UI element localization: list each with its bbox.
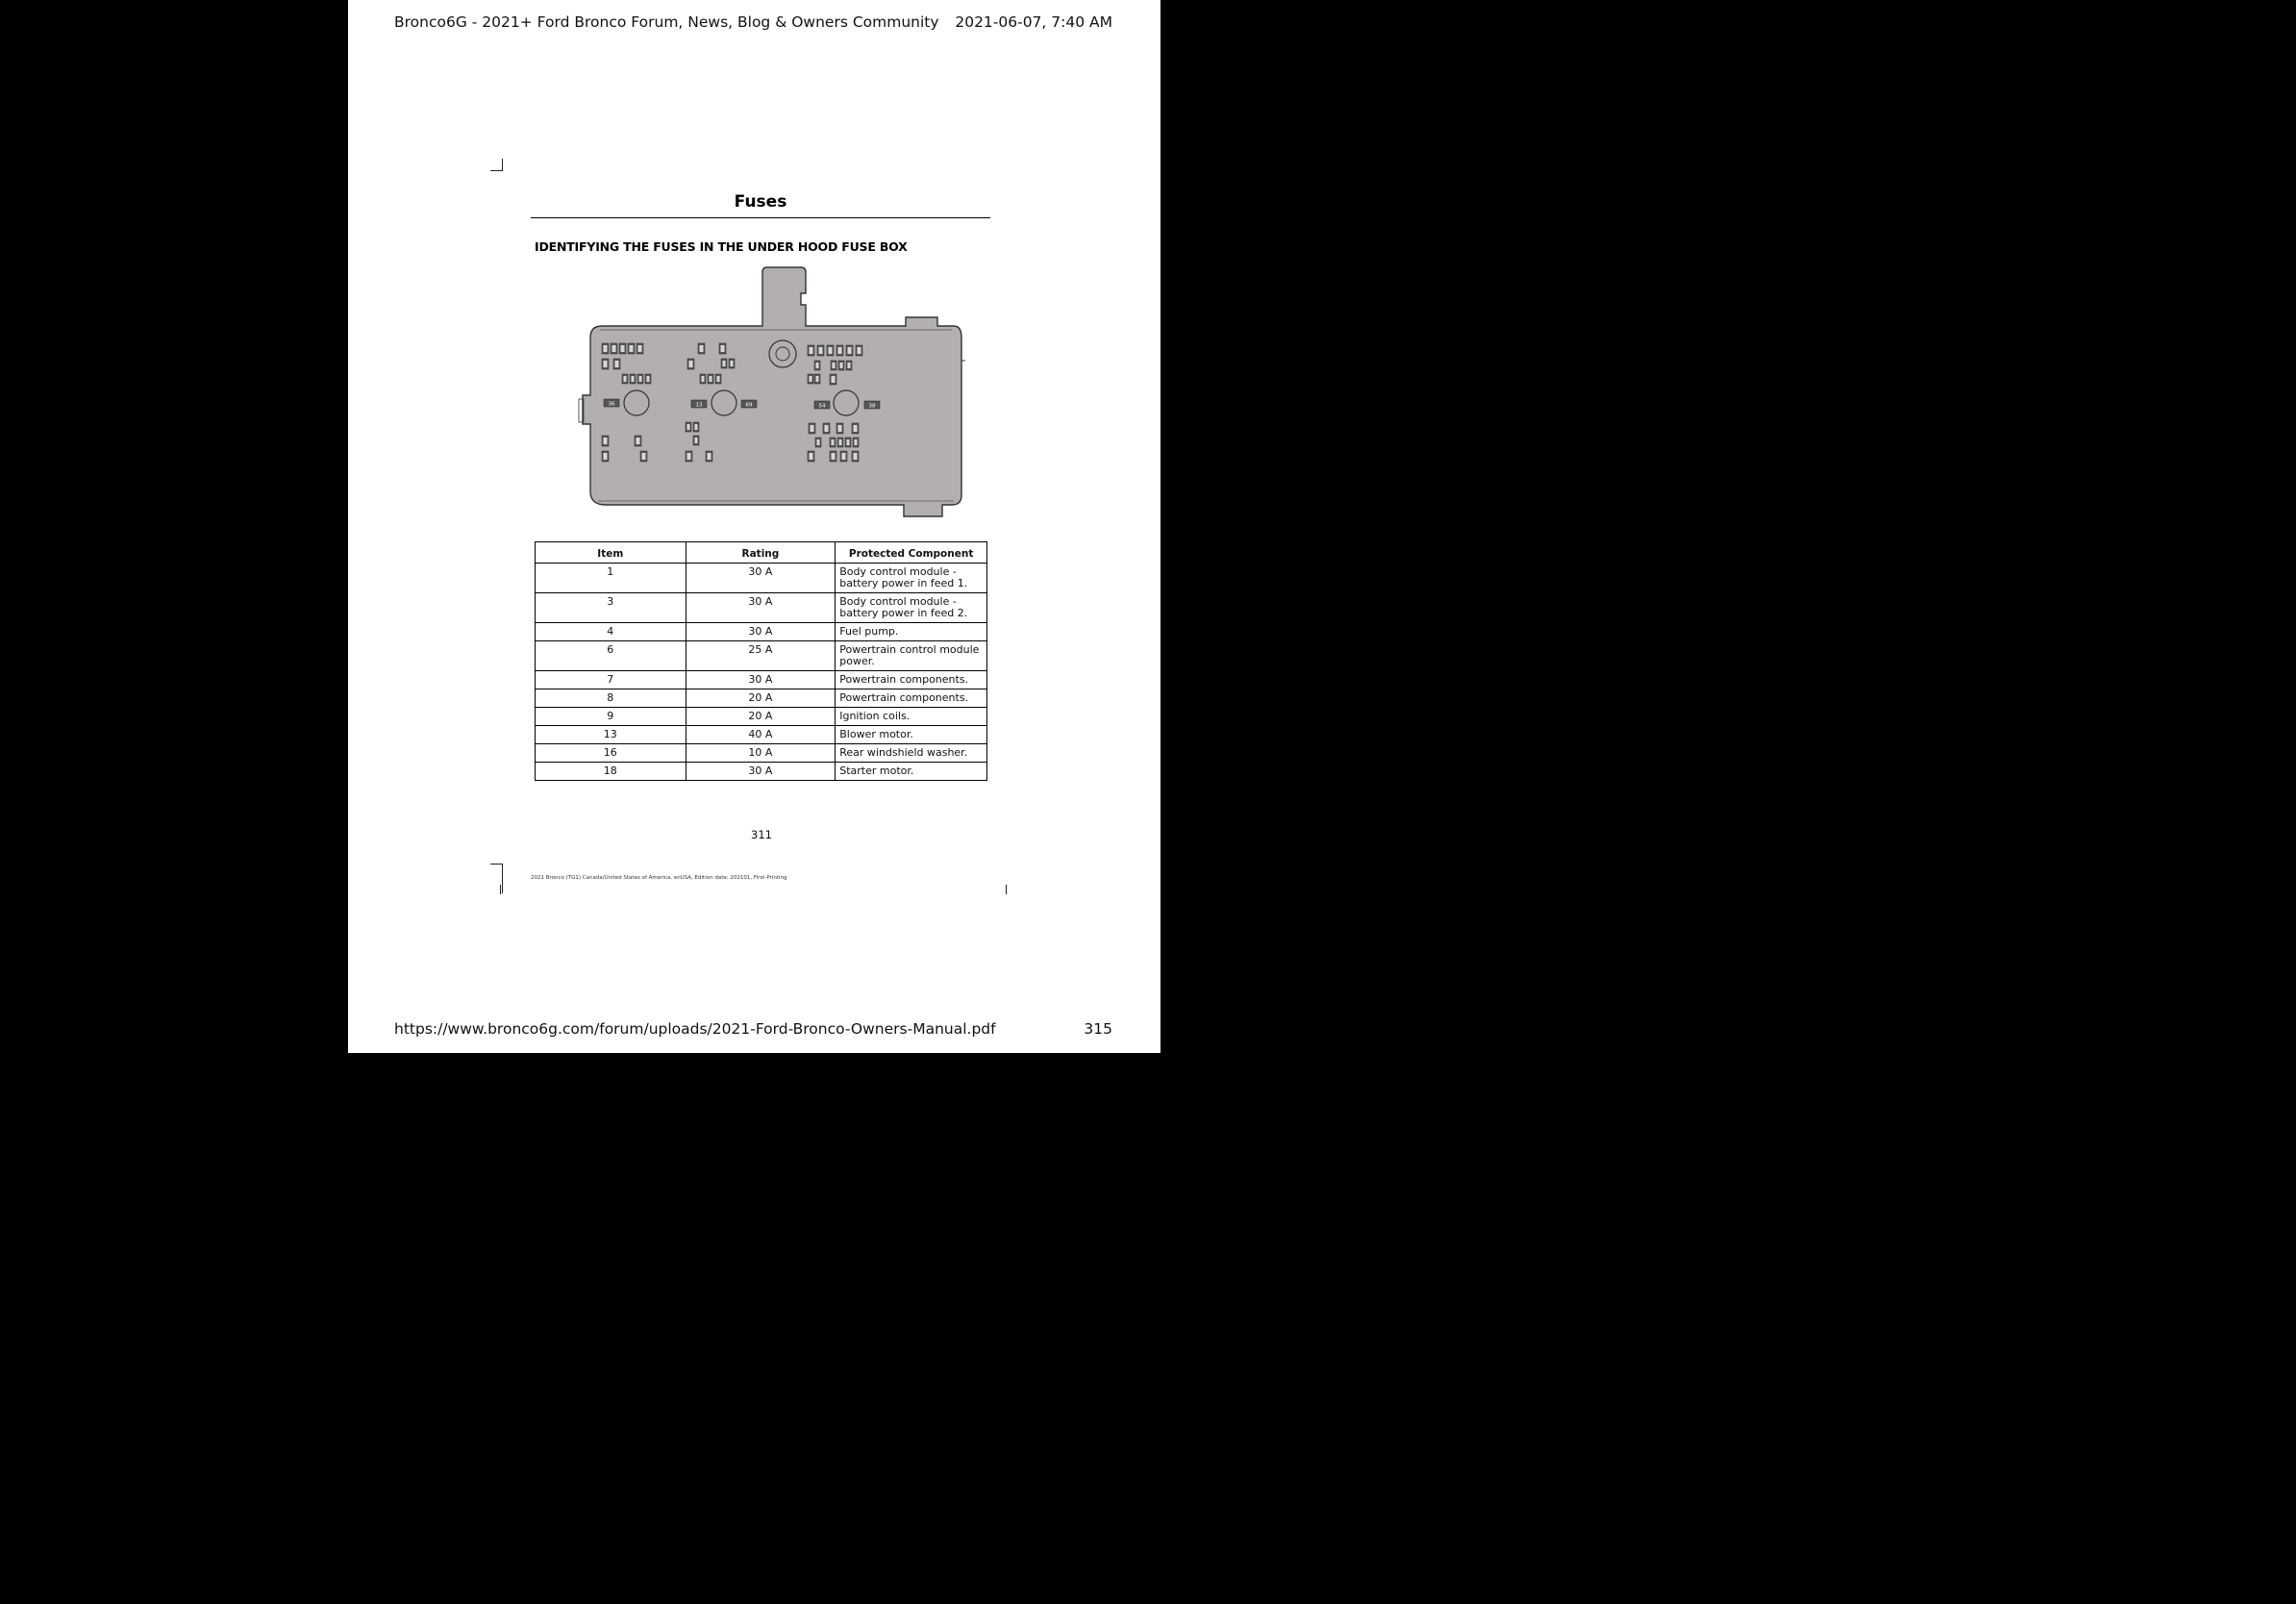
mounting-hole-left (624, 390, 649, 415)
fuse-cell-window (687, 424, 690, 430)
fuse-cell-window (642, 453, 646, 460)
fuse-rating-cell: 40 A (686, 726, 836, 744)
fuse-cell-window (624, 376, 627, 382)
fuse-rating-cell: 30 A (686, 671, 836, 689)
fuse-component-cell: Rear windshield washer. (836, 744, 987, 763)
fuse-cell-window (858, 347, 861, 354)
page-number: 311 (751, 828, 772, 841)
large-fuse-13 (691, 400, 707, 409)
large-fuse-54 (814, 401, 830, 410)
fuse-component-cell: Starter motor. (836, 763, 987, 781)
table-row (536, 708, 987, 726)
fuse-cell-window (639, 376, 642, 382)
fuse-cell-window (710, 376, 712, 382)
table-row (536, 671, 987, 689)
fuse-component-cell: Body control module - battery power in feed 1. (836, 564, 987, 593)
fuse-cell-window (829, 347, 833, 354)
fuse-cell-window (723, 361, 726, 366)
fuse-cell-window (840, 363, 843, 368)
fuse-component-cell: Blower motor. (836, 726, 987, 744)
fuse-cell-window (855, 439, 858, 445)
fuse-cell-window (848, 347, 852, 354)
large-fuse-69 (741, 400, 757, 409)
fuse-cell-window (838, 347, 842, 354)
fuse-cell-window (810, 376, 812, 382)
fuse-cell-window (816, 376, 819, 382)
fuse-component-cell: Powertrain control module power. (836, 641, 987, 671)
fuse-cell-window (811, 425, 814, 432)
fuse-cell-window (717, 376, 720, 382)
fuse-cell-window (638, 345, 642, 352)
fuse-cell-window (647, 376, 650, 382)
fuse-rating-cell: 20 A (686, 689, 836, 708)
svg-text:54: 54 (818, 403, 826, 410)
title-divider (531, 217, 990, 218)
page-title: Fuses (734, 192, 787, 212)
fuse-item-cell: 3 (536, 593, 686, 623)
table-row (536, 689, 987, 708)
fuse-rating-cell: 30 A (686, 623, 836, 641)
fuse-cell-window (731, 361, 734, 366)
fuse-cell-window (832, 376, 836, 383)
fuse-rating-cell: 10 A (686, 744, 836, 763)
crop-mark-top-left (490, 159, 503, 171)
fuse-component-cell: Powertrain components. (836, 689, 987, 708)
table-row (536, 564, 987, 593)
fuse-table-header-row (536, 542, 987, 564)
fuse-cell-window (695, 424, 698, 430)
fuse-cell-window (700, 345, 704, 352)
fuse-cell-window (604, 438, 608, 444)
fuse-component-cell: Fuel pump. (836, 623, 987, 641)
fuse-cell-window (810, 347, 813, 354)
table-row (536, 641, 987, 671)
table-row (536, 763, 987, 781)
print-footer-page: 315 (1084, 1020, 1112, 1038)
fuse-cell-window (604, 345, 608, 352)
column-header-item: Item (536, 542, 686, 564)
fuse-rating-cell: 30 A (686, 763, 836, 781)
fuse-cell-window (636, 438, 640, 444)
mounting-stud-top (769, 340, 796, 367)
fuse-rating-cell: 25 A (686, 641, 836, 671)
fuse-cell-window (832, 439, 835, 445)
svg-text:36: 36 (608, 401, 615, 408)
large-fuse-36 (604, 399, 619, 408)
svg-text:13: 13 (695, 402, 703, 409)
fuse-cell-window (695, 438, 698, 443)
fuse-cell-window (702, 376, 705, 382)
fuse-item-cell: 16 (536, 744, 686, 763)
fuse-component-cell: Ignition coils. (836, 708, 987, 726)
fuse-rating-cell: 30 A (686, 564, 836, 593)
fuse-component-cell: Powertrain components. (836, 671, 987, 689)
fuse-item-cell: 6 (536, 641, 686, 671)
table-row (536, 593, 987, 623)
fuse-cell-window (833, 363, 836, 368)
fuse-rating-cell: 20 A (686, 708, 836, 726)
fuse-cell-window (848, 363, 851, 368)
fuse-cell-window (838, 425, 842, 432)
fuse-cell-window (817, 439, 820, 445)
print-header-title: Bronco6G - 2021+ Ford Bronco Forum, News, Blog & Owners Community (394, 13, 939, 31)
fuse-component-cell: Body control module - battery power in feed 2. (836, 593, 987, 623)
fuse-item-cell: 18 (536, 763, 686, 781)
crop-mark-bottom-left (490, 864, 503, 893)
svg-text:38: 38 (868, 403, 876, 410)
fuse-cell-window (708, 453, 711, 460)
fuse-item-cell: 9 (536, 708, 686, 726)
fuse-cell-window (621, 345, 625, 352)
crop-mark-bottom-left-tick (500, 885, 501, 894)
fuse-cell-window (854, 425, 858, 432)
fuse-cell-window (816, 363, 819, 368)
fuse-item-cell: 4 (536, 623, 686, 641)
fuse-cell-window (687, 453, 691, 460)
fuse-item-cell: 1 (536, 564, 686, 593)
pdf-page (348, 0, 1160, 1053)
fuse-cell-window (842, 453, 846, 460)
fuse-item-cell: 8 (536, 689, 686, 708)
fuse-cell-window (615, 361, 619, 367)
print-header-timestamp: 2021-06-07, 7:40 AM (955, 13, 1112, 31)
fuse-cell-window (832, 453, 836, 460)
fuse-cell-window (604, 453, 608, 460)
fuse-table (535, 541, 987, 781)
column-header-rating: Rating (686, 542, 836, 564)
fuse-cell-window (612, 345, 616, 352)
large-fuse-38 (864, 401, 880, 410)
fuse-cell-window (632, 376, 635, 382)
fuse-cell-window (630, 345, 634, 352)
fuse-rating-cell: 30 A (686, 593, 836, 623)
fuse-cell-window (839, 439, 842, 445)
column-header-component: Protected Component (836, 542, 987, 564)
table-row (536, 623, 987, 641)
crop-mark-bottom-right (1006, 885, 1007, 894)
fuse-item-cell: 13 (536, 726, 686, 744)
table-row (536, 744, 987, 763)
svg-text:69: 69 (745, 402, 753, 409)
print-footer-url: https://www.bronco6g.com/forum/uploads/2021-Ford-Bronco-Owners-Manual.pdf (394, 1020, 996, 1038)
section-heading: IDENTIFYING THE FUSES IN THE UNDER HOOD FUSE BOX (535, 239, 908, 254)
fuse-cell-window (721, 345, 725, 352)
mounting-hole-center (711, 390, 736, 415)
edition-note: 2021 Bronco (TG1) Canada/United States of America, enUSA, Edition date: 202101, First-Printing (531, 875, 787, 881)
fuse-cell-window (819, 347, 823, 354)
fuse-cell-window (689, 361, 693, 367)
table-row (536, 726, 987, 744)
mounting-hole-right (834, 390, 859, 415)
fuse-cell-window (604, 361, 608, 367)
fuse-cell-window (847, 439, 850, 445)
fuse-box-diagram (577, 264, 966, 524)
fuse-cell-window (825, 425, 829, 432)
fuse-cell-window (854, 453, 858, 460)
fuse-item-cell: 7 (536, 671, 686, 689)
fuse-cell-window (810, 453, 813, 460)
